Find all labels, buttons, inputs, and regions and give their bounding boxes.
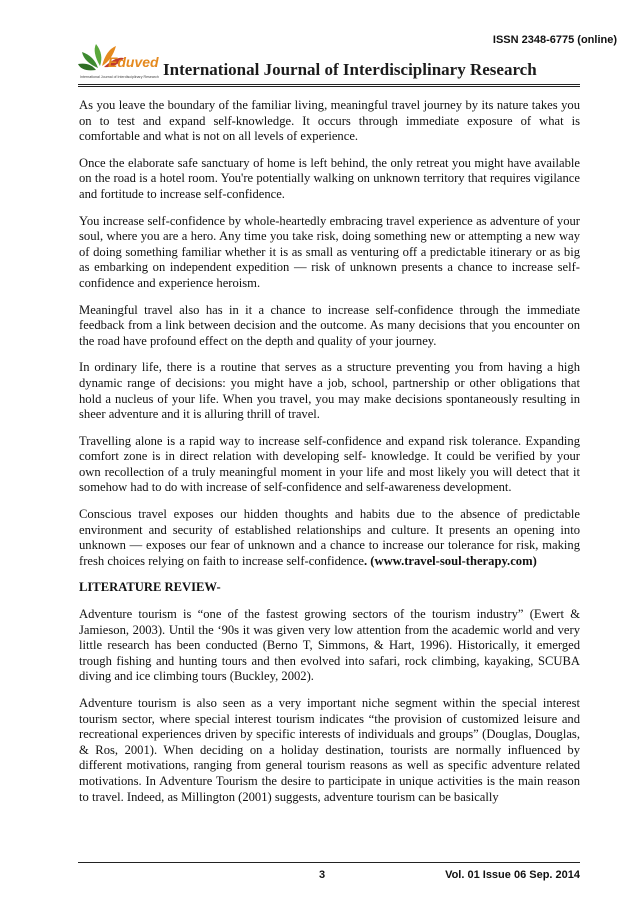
section-heading: LITERATURE REVIEW-	[79, 580, 221, 595]
footer-rule	[78, 862, 580, 863]
issn-label: ISSN 2348-6775 (online)	[492, 34, 617, 46]
logo-word: Eduved	[108, 54, 159, 70]
paragraph-1: As you leave the boundary of the familiar living, meaningful travel journey by its nature takes you on to test and expand self-knowledge. It occurs through immediate exposure of what is comfortable and what is not on all levels of experience.	[79, 98, 580, 144]
paragraph-5: In ordinary life, there is a routine that serves as a structure preventing you from having a high dynamic range of decisions: you might have a job, school, partnership or other obligations that hold a nucleus of your life. When you travel, you may make decisions spontaneously resulting in sheer adventure and it is alluring thrill of travel.	[79, 360, 580, 422]
issue-info: Vol. 01 Issue 06 Sep. 2014	[445, 869, 580, 881]
source-link[interactable]: . (www.travel-soul-therapy.com)	[363, 553, 537, 568]
header-rule-secondary	[78, 86, 580, 87]
paragraph-7-text: Conscious travel exposes our hidden thoughts and habits due to the absence of predictable environment and security of established relationships and culture. It presents an opening into unknown — exposes our fear of unknown and a chance to increase our tolerance for risk, making fresh choices relying on faith to increase self-confidence	[79, 507, 580, 568]
logo-tagline: International Journal of Interdisciplinary Research	[80, 75, 159, 79]
paragraph-8: Adventure tourism is “one of the fastest growing sectors of the tourism industry” (Ewert & Jamieson, 2003). Until the ‘90s it was given very low attention from the academic world and very little research has been conducted (Berno T, Simmons, & Hart, 1996). Historically, it emerged trough fishing and hunting tours and then evolved into safari, rock climbing, kayaking, SCUBA diving and ice climbing tours (Buckley, 2002).	[79, 607, 580, 684]
header-rule	[78, 84, 580, 85]
journal-logo	[78, 42, 164, 82]
paragraph-2: Once the elaborate safe sanctuary of home is left behind, the only retreat you might have available on the road is a hotel room. You're potentially walking on unknown territory that requires vigilance and fortitude to increase self-confidence.	[79, 155, 580, 201]
page-number: 3	[319, 869, 326, 881]
journal-title: International Journal of Interdisciplinary Research	[163, 60, 537, 79]
article-body	[79, 98, 580, 816]
paragraph-9: Adventure tourism is also seen as a very important niche segment within the special interest tourism sector, where special interest tourism indicates “the provision of customized leisure and recreational experiences driven by specific interests of individuals and groups” (Douglas, Douglas, & Ros, 2001). When deciding on a holiday destination, tourists are normally influenced by different motivations, ranging from general tourism reasons as well as specific adventure related motivations. In Adventure Tourism the desire to participate in unique activities is the main reason to travel. Indeed, as Millington (2001) suggests, adventure tourism can be basically	[79, 696, 580, 804]
paragraph-7	[79, 507, 580, 569]
paragraph-3: You increase self-confidence by whole-heartedly embracing travel experience as adventure of your soul, where you are a hero. Any time you take risk, doing something new or attempting a new way of doing something familiar whether it is as small as venturing off a predictable itinerary or as big as embarking on independent expedition — risk of unknown presents a chance to increase self-confidence and experience heroism.	[79, 213, 580, 290]
paragraph-6: Travelling alone is a rapid way to increase self-confidence and expand risk tolerance. Expanding comfort zone is in direct relation with developing self- knowledge. It could be verified by your own recollection of a truly meaningful moment in your life and most likely you will detect that it somehow had to do with increase of self-confidence and self-awareness development.	[79, 433, 580, 495]
paragraph-4: Meaningful travel also has in it a chance to increase self-confidence through the immediate feedback from a link between decision and the outcome. As many decisions that you encounter on the road have profound effect on the depth and quality of your journey.	[79, 302, 580, 348]
